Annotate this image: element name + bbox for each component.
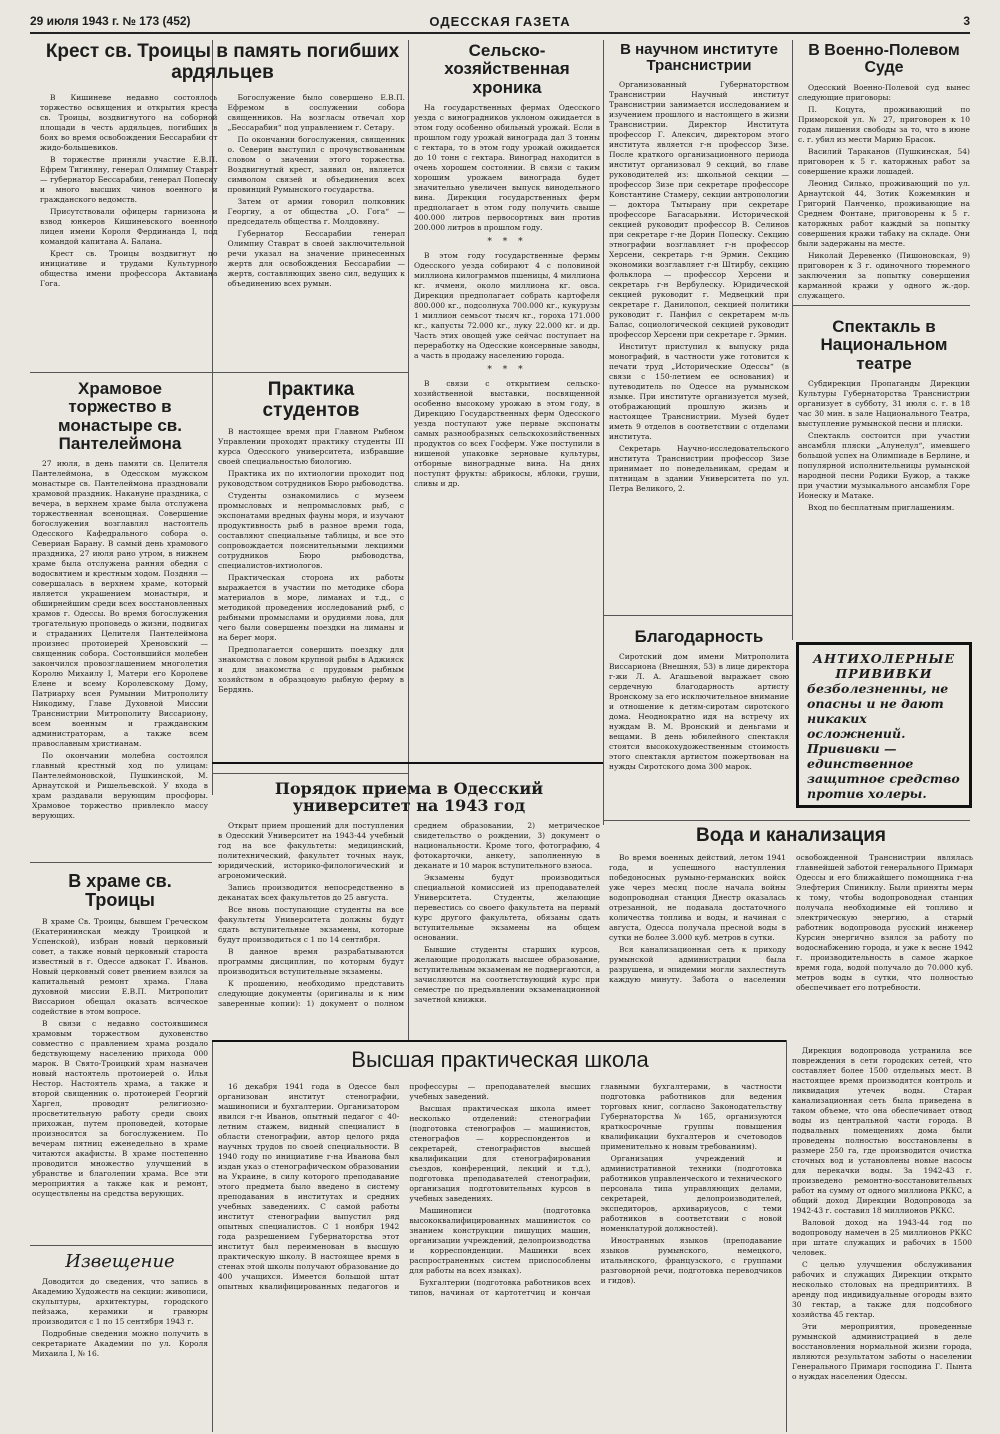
paragraph: Бухгалтерии (подготовка работников всех типов, начиная от картотетчиц и кончая главными бухгалтерами, в частности подготовка работников для ведения торговых книг, согласно Законодательству Губернаторства № 165, организуются краткосрочные группы повышения квалификации бухгалтеров и счетоводов применительно к новым требованиям). — [409, 1081, 782, 1297]
paragraph: В настоящее время при Главном Рыбном Управлении проходят практику студенты III курса Одесского университета, избравшие своей специальностью биологию. — [218, 427, 404, 467]
article-water — [609, 826, 973, 1038]
article-water-continued — [792, 1046, 972, 1432]
paragraph: К прошению, необходимо представить следующие документы (оригиналы и к ним заверенные копии): 1) документ о полном среднем образовании, 2) метрическое свидетельство о рождении, 3) документ о национальности. Кроме того, фотографию, 4 фотокарточки, анкету, заполненную в деканате и 10 марок вступительного взноса. — [218, 820, 600, 1008]
paragraph: Предполагается совершить поездку для знакомства с ловом крупной рыбы в Аджияск и для знакомства с прудовым рыбным хозяйством в образцовую рыбную ферму в Бердянь. — [218, 645, 404, 695]
anticholera-line1: безболезненны, не опасны и не дают никаких осложнений. — [807, 681, 949, 741]
article-temple-celebration — [32, 380, 208, 858]
section-rule — [212, 773, 408, 774]
column-rule — [212, 1040, 213, 1432]
article-title: Крест св. Троицы в память погибших ардяльцев — [45, 42, 400, 83]
paragraph: Спектакль состоится при участии ансамбля пляски „Алунелул“, имевшего большой успех на Олимпиаде в Берлине, и популярной исполнительницы румынской народной песни Родики Бужор, а также при участии музыкального ансамбля Горе Ионеску и Матаке. — [798, 431, 970, 501]
paragraph: Дирекция водопровода устранила все повреждения в сети городских сетей, что составляет более 1500 отдельных мест. В настоящее время производятся контроль и ликвидация утечек воды. Старая канализационная сеть была приведена в таком объеме, что она обеспечивает отвод воды из центральной части города. В подвальных помещениях дома были проведены полностью восстановлены в размере 250 га, где производится очистка сточных вод и установлены новые насосы для перекачки воды. За 1942-43 г. произведено ремонтно-восстановительных работ на сумму от одного миллиона РККС, а общий доход Дирекции Водопровода за 1942-43 г. составил 18 миллионов РККС. — [792, 1046, 972, 1215]
section-rule — [603, 820, 970, 821]
article-body — [218, 821, 600, 1009]
paragraph: Открыт прием прошений для поступления в Одесский Университет на 1943-44 учебный год на все факультеты: медицинский, политехнический, факультет точных наук, юридический, историко-филологический и агрономический. — [218, 820, 404, 880]
article-title: Извещение — [65, 1252, 175, 1272]
article-body — [798, 83, 970, 300]
paragraph: Экзамены будут производиться специальной комиссией из преподавателей Университета. Студенты, желающие перевестись со своего факультета на первый курс другого факультета, обязаны сдать вступительные экзамены на общем основании. — [414, 872, 600, 942]
article-body — [792, 1046, 972, 1382]
paragraph: По окончании богослужения, священник о. Северин выступил с прочувствованным словом о значении этого торжества. Воздвигнутый крест, заявил он, является символом связей и объединения всех провинций Румынского государства. — [227, 135, 405, 195]
article-body — [414, 103, 600, 489]
article-title: Высшая практическая школа — [351, 1048, 649, 1072]
masthead — [30, 10, 970, 34]
paragraph: Одесский Военно-Полевой суд вынес следующие приговоры: — [798, 82, 970, 102]
paragraph: Валовой доход на 1943-44 год по водопроводу намечен в 25 миллионов РККС при штате служащих и рабочих в 1500 человек. — [792, 1218, 972, 1257]
article-students-practice — [218, 380, 404, 768]
anticholera-box — [796, 642, 972, 808]
article-body — [32, 1277, 208, 1359]
paragraph: В связи с открытием сельско-хозяйственной выставки, посвященной особенно высокому урожаю в этом году, в Дирекцию Государственных ферм Одесского уезда поступают уже первые экспонаты самых разнообразных сельскохозяйственных продуктов со всех Госферм. Уже поступили в нишеной упаковке зерновые культуры, отборные виноградные вина. На днях поступят фрукты: абрикосы, яблоки, груши, сливы и др. — [414, 379, 600, 489]
paragraph: В связи с недавно состоявшимся храмовым торжеством духовенство совместно с правлением храма роздало бедствующему населению прихода 000 марок. В Свято-Троицкий храм назначен новый настоятель протоиерей о. Илья Нестор. Настоятель храма, а также и второй священник о. протоиерей Георгий Харгел, проводят религиозно-просветительную работу среди своих прихожан, путем проповедей, которые произносятся за богослужением. По вечерам пятниц еженедельно в храме читаются акафисты. В храме постепенно проводится множество улучшений в убранстве и благолепии храма. Все эти мероприятия а также как и ремонт, осуществлены на средства верующих. — [32, 1018, 208, 1198]
article-title: Храмовое торжество в монастыре св. Пантелеймона — [58, 380, 182, 454]
article-title: Сельско-хозяйственная хроника — [444, 42, 570, 97]
article-body — [32, 459, 208, 821]
column-rule — [786, 1040, 787, 1432]
article-practical-school — [218, 1048, 782, 1432]
anticholera-caps: АНТИХОЛЕРНЫЕ ПРИВИВКИ — [812, 651, 956, 681]
article-title: Благодарность — [634, 628, 764, 646]
paragraph: Студенты ознакомились с музеем промысловых и непромысловых рыб, с экспонатами вредных фауны моря, и изучают продуктивность рыб в разное время года, составляют специальные таблицы, и все это сопровождается пояснительными лекциями сотрудников Бюро рыбоводства, специалистов-ихтиологов. — [218, 491, 404, 571]
article-body — [218, 1082, 782, 1298]
paragraph: Подробные сведения можно получить в секретариате Академии по ул. Короля Михаила I, № 16. — [32, 1329, 208, 1359]
paragraph: Доводится до сведения, что запись в Академию Художеств на секции: живописи, скульптуры, архитектуры, городского пейзажа, керамики и гравюры производится с 1 по 15 сентября 1943 г. — [32, 1277, 208, 1327]
article-title: В Военно-Полевом Суде — [808, 42, 960, 77]
article-scientific-institute — [609, 42, 789, 612]
paragraph: Затем от армии говорил полковник Георгиу, а от общества „О. Гога“ — председатель общества г. Молдовяну. — [227, 197, 405, 227]
separator-stars-icon: * * * — [487, 237, 527, 248]
paragraph: Губернатор Бессарабии генерал Олимпиу Ставрат в своей заключительной речи указал на значение принесенных жертв для освобождения Бессарабии — жертв, составляющих звено сил, ведущих к объединению всех румын. — [227, 229, 405, 289]
article-body — [609, 80, 789, 494]
issue-date: 29 июля 1943 г. № 173 (452) — [30, 14, 191, 28]
paragraph: Эти мероприятия, проведенные румынской администрацией в деле восстановления нормальной жизни города, являются результатом заботы о населении Генерального Примаря господина Г. Пынта о нуждах населения Одессы. — [792, 1322, 972, 1381]
section-rule — [793, 305, 970, 306]
anticholera-line2: Прививки — единственное защитное средство против холеры. — [807, 741, 960, 801]
article-cross — [40, 42, 405, 367]
paragraph: Организация учреждений и административной техники (подготовка работников управленческого и технического персонала типа управляющих делами, секретарей, делопроизводителей, экспедиторов, архивариусов, с теми работников в соответствии с новой номенклатурой должностей). — [600, 1153, 782, 1233]
paragraph: С целью улучшения обслуживания рабочих и служащих Дирекции открыто несколько столовых на предприятиях. В аренду под индивидуальные огороды взято 30 гектар, а также для подсобного хозяйства 45 гектар. — [792, 1260, 972, 1319]
article-body — [218, 427, 404, 695]
column-rule — [792, 40, 793, 640]
article-body — [40, 93, 405, 291]
paragraph: 27 июля, в день памяти св. Целителя Пантелеймона, в Одесском мужском монастыре св. Пантелеймона праздновали храмовой праздник. Накануне праздника, с вечера, в верхнем храме была отслужена торжественная всенощная. Совершение богослужения возглавлял настоятель Одесского Кафедрального собора о. Севериан Барану. В самый день храмового праздника, 27 июля рано утром, в нижнем храме была отслужена ранняя обедня с водосвятием и крестным ходом. Поздняя — совершалась в верхнем храме, который является украшением монастыря, и обширнейшим среди всех восстановленных храмов г. Одессы. Во время богослужения трогательную проповедь о жизни, подвигах и страданиях Целителя Пантелеймона произнес протоиерей Хреновский — священник собора. Состоявшийся молебен закончился провозглашением многолетия Королю Михаилу I, Матери его Королеве Елене и всему Королевскому Дому, Патриарху всея Румынии Митрополиту Никодиму, Главе Духовной Миссии Транснистрии Митрополиту Виссариону, всем военным и гражданским администраторам, а также всем православным христианам. — [32, 459, 208, 749]
section-rule — [30, 862, 212, 863]
paragraph: Сиротский дом имени Митрополита Виссариона (Внешняя, 53) в лице директора г-жи Л. А. Агашьевой выражает свою сердечную благодарность артисту Вронскому за его исключительное внимание и отношение к детям-сиротам сиротского дома. Неоднократно идя на встречу их нуждам В. М. Вронский и деньгами и вещами. В день юбилейного спектакля стоятся высокохудожественным стоимость этого спектакля артистом пожертвован на нужды Сиротского дома 300 марок. — [609, 652, 789, 772]
paragraph: П. Коцута, проживающий по Приморской ул. № 27, приговорен к 10 годам лишения свободы за то, что в июне с. г. убил из мести Марию Брасок. — [798, 104, 970, 144]
article-performance — [798, 318, 970, 636]
paragraph: 16 декабря 1941 года в Одессе был организован институт стенографии, машинописи и бухгалтерии. Организатором явился г-н Иванов, опытный педагог с 40-летним стажем, видный специалист в области стенографии, автор целого ряда научных трудов по своей специальности. В 1940 году по инициативе г-на Иванова был издан указ о стенографическом образовании на Украине, в силу которого преподавание этого предмета было введено в систему преподавания в институтах и средних учебных заведениях. С самой работы институт стенографии выпустил ряд опытных специалистов. С 1 ноября 1942 года разрешением Губернаторства этот институт был переименован в высшую практическую школу. В настоящее время в стенах этой школы получают образование до 400 учащихся. Имеется большой штат опытных квалифицированных педагогов и профессуры — преподавателей высших учебных заведений. — [218, 1081, 591, 1291]
paragraph: Василий Тараканов (Пушкинская, 54) приговорен к 5 г. каторжных работ за совершение кражи лошадей. — [798, 146, 970, 176]
paragraph: Иностранных языков (преподавание языков румынского, немецкого, итальянского, французского, с группами разговорной речи, подготовка переводчиков и гидов). — [600, 1235, 782, 1285]
paragraph: Организованный Губернаторством Транснистрии Научный институт Транснистрии занимается исследованием и изучением прошлого и настоящего в жизни Транснистрии. Директор Института профессор Г. Алексич, директором этого института является г-н профессор Зизе. После краткого организационного периода институт организовал 9 секций, во главе руководителей из: школьной секции — профессор Зизе при секретаре профессоре Константине Стамеру, секции антропологии — доктора Тытырану при секретаре профессоре Багасарьяни. Исторической секцией руководит профессор В. Селинов при секретаре г-не Дорин Попеску. Секцию этнографии возглавляет г-н профессор Херсени, секретарь г-н Эрмин. Секцию экономики возглавляет г-н Штирбу, секцию фольклора — профессор Херсени и секретарь г-н Вербулеску. Юридической секцией руководит г. Медвецкий при секретаре г. Данилопол, секцией политики руководит г. Панфил с секретарем м-ль Балас, социологической секцией руководит профессор Херсени при секретаре г. Эрмин. — [609, 80, 789, 340]
article-title: Спектакль в Национальном театре — [820, 318, 948, 373]
paragraph: Машинописи (подготовка высококвалифицированных машинисток со знанием конструкции пишущих машин, организации учреждений, делопроизводства и корреспонденции. Машинки всех распространенных систем приспособлены для работы на всех языках). — [409, 1205, 591, 1275]
paragraph: Практическая сторона их работы выражается в участии по методике сбора материалов в море, лиманах и т.д., с методикой проведения исследований рыб, с рыбными промыслами и орудиями лова, для чего были совершены поездки на лиманы и на берег моря. — [218, 573, 404, 643]
article-title: Порядок приема в Одесский университет на 1943 год — [274, 780, 544, 816]
paragraph: По окончании молебна состоялся главный крестный ход по улицам: Пантелеймоновской, Пушкинской, М. Арнаутской и Ришельевской. У входа в храм раздавали верующим просфоры. Храмовое торжество привлекло массу верующих. — [32, 751, 208, 821]
paragraph: В этом году государственные фермы Одесского уезда собирают 4 с половиной миллиона килограммов пшеницы, 4 миллиона кг. ячменя, около миллиона кг. овса. Дирекция предполагает собрать картофеля 800.000 кг., подсолнуха 700.000 кг., кукурузы 1 миллион семьсот тысяч кг., гороха 171.000 кг., капусты 72.000 кг., луку 22.000 кг. и др. Часть этих овощей уже сейчас поступает на переработку на Одесские консервные заводы, а часть в продажу населению города. — [414, 251, 600, 361]
anticholera-text — [799, 645, 969, 807]
article-title: Вода и канализация — [695, 826, 887, 846]
article-gratitude — [609, 628, 789, 816]
article-title: В храме св. Троицы — [68, 872, 172, 911]
paragraph: Крест св. Троицы воздвигнут по инициативе и трудами Культурного общества имени профессора Актавиана Гога. — [40, 249, 218, 289]
paragraph: Субдирекция Пропаганды Дирекции Культуры Губернаторства Транснистрии организует в субботу, 31 июля с. г. в 18 час 30 мин. в зале Национального Театра, выступление румынской песни и пляски. — [798, 379, 970, 429]
article-trinity-temple — [32, 872, 208, 1242]
article-agriculture — [414, 42, 600, 754]
paragraph: Вся канализационная сеть к приходу румынской администрации была разрушена, и эпидемии могли захлестнуть каждую минуту. Забота о населении освобожденной Транснистрии являлась главнейшей заботой генерального Примаря Одессы и его ближайшего помощника г-на Элефтерия Спиниклу. Были приняты меры к тому, чтобы водопроводная станция получала необходимые ей топливо и электрическую энергию, а старый работник водопровода русский инженер Курсин энергично взялся за работу по водоснабжению города, и уже к весне 1942 г. производительность в самое жаркое время года, водой получало до 70.000 куб. метров воды в сутки, что полностью обеспечивает его потребности. — [609, 852, 973, 992]
paragraph: Высшая практическая школа имеет несколько отделений: стенографии (подготовка стенографов — машинистов, стенографов — корреспондентов и секретарей, стенографистов высшей квалификации для стенографирования съездов, конференций, лекций и т.д.), подготовка преподавателей стенографии, организация подготовительных курсов в учебных заведениях. — [409, 1103, 591, 1203]
paragraph: Вход по бесплатным приглашениям. — [808, 503, 955, 513]
article-body — [609, 853, 973, 993]
section-rule — [30, 372, 408, 373]
article-title: Практика студентов — [262, 380, 360, 421]
paragraph: Богослужение было совершено Е.В.П. Ефремом в сослужении собора священников. На возгласы отвечал хор „Бессарабия“ под управлением г. Сетару. — [227, 93, 405, 133]
column-rule — [603, 40, 604, 825]
paragraph: В Кишиневе недавно состоялось торжество освящения и открытия креста св. Троицы, воздвигнутого на соборной площади в честь ардяльцев, погибших в боях во время освобождения Бессарабии от жидо-большевиков. — [40, 93, 218, 153]
paragraph: Все вновь поступающие студенты на все факультеты Университета должны будут сдать вступительные экзамены, которые будут производиться с 1 по 14 сентября. — [218, 904, 404, 944]
paragraph: В торжестве приняли участие Е.В.П. Ефрем Тигиняну, генерал Олимпиу Ставрат — губернатор Бессарабии, генерал Попеску и много высших чинов военного и гражданского ведомств. — [40, 155, 218, 205]
article-notice — [32, 1252, 208, 1432]
paragraph: В данное время разрабатываются программы дисциплин, по которым будут производиться вступительные экзамены. — [218, 946, 404, 976]
section-rule — [603, 615, 793, 616]
section-rule — [212, 1040, 786, 1042]
article-body — [798, 379, 970, 513]
paragraph: Бывшие студенты старших курсов, желающие продолжать высшее образование, вступительным экзаменам не подвергаются, а зачисляются на соответствующий курс при семестре по предъявлении экзаменационной зачетной книжки. — [414, 944, 600, 1004]
section-rule — [30, 1245, 212, 1246]
paragraph: На государственных фермах Одесского уезда с виноградников уклоном ожидается в этом году особенно обильный урожай. Если в прошлом году урожай винограда дал 3 тонны с гектара, то в этом году урожай ожидается до 10 тонн с гектара. Виноград находится в очень хорошем состоянии. В связи с таким хорошим урожаем винограда будет значительно увеличен выпуск винодельного вина. Дирекция государственных ферм предполагает в этом году получить свыше 400.000 литров первосортных вин против 200.000 литров в прошлом году. — [414, 103, 600, 233]
article-university-admission — [218, 780, 600, 1036]
paragraph: Присутствовали офицеры гарнизона и взвод юнкеров Кишиневского военного лицея имени Короля Фердинанда I, под командой капитана А. Балана. — [40, 207, 218, 247]
paragraph: Леонид Силько, проживающий по ул. Арнаутской 44, Зотик Кожемякин и Григорий Панченко, проживающие на Среднем Фонтане, приговорены к 5 г. каторжных работ каждый за попытку совершения кражи табаку на складе. Они были задержаны на месте. — [798, 178, 970, 248]
paragraph: Запись производится непосредственно в деканатах всех факультетов до 25 августа. — [218, 882, 404, 902]
paragraph: Во время военных действий, летом 1941 года, и успешного наступления победоносных румыно-германских войск уже через месяц после начала войны водопроводная станция Днестр оказалась отрезанной, не подавала достаточного количества топлива и воды, и начиная с августа, Одесса получала пресной воды в сутки не более 3.000 куб. метров в сутки. — [609, 852, 786, 942]
article-military-court — [798, 42, 970, 300]
paragraph: Практика их по ихтиологии проходит под руководством сотрудников Бюро рыбоводства. — [218, 469, 404, 489]
paragraph: Николай Деревенко (Пишоновская, 9) приговорен к 3 г. одиночного тюремного заключения за попытку совершения карманной кражи у одного ж.-дор. служащего. — [798, 250, 970, 300]
article-title: В научном институте Транснистрии — [620, 42, 778, 75]
page-number: 3 — [963, 14, 970, 28]
paragraph: Институт приступил к выпуску ряда монографий, в частности уже готовится к печати труд „Исторические Одессы“ (в связи с 150-летием ее основания) и путеводитель по Одессе на румынском языке. При институте организуется музей, отображающий прошлую жизнь и настоящее Транснистрии. Музей будет иметь 9 отделов в соответствии с отделами института. — [609, 342, 789, 442]
newspaper-name: ОДЕССКАЯ ГАЗЕТА — [429, 14, 571, 29]
article-body — [32, 917, 208, 1199]
paragraph: В храме Св. Троицы, бывшем Греческом (Екатерининская между Троицкой и Успенской), избран новый церковный совет, а также новый церковный староста известный в г. Одессе адвокат Г. Иванов. Новый церковный совет рвением взялся за капитальный ремонт храма. Глава духовной миссии Е.В.П. Митрополит Виссарион обещал оказать всяческое содействие в этом вопросе. — [32, 916, 208, 1016]
separator-stars-icon: * * * — [487, 365, 527, 376]
article-body — [609, 652, 789, 772]
paragraph: Секретарь Научно-исследовательского института Транснистрии профессор Зизе принимает по понедельникам, средам и пятницам в здании Университета по ул. Петра Великого, 2. — [609, 444, 789, 494]
